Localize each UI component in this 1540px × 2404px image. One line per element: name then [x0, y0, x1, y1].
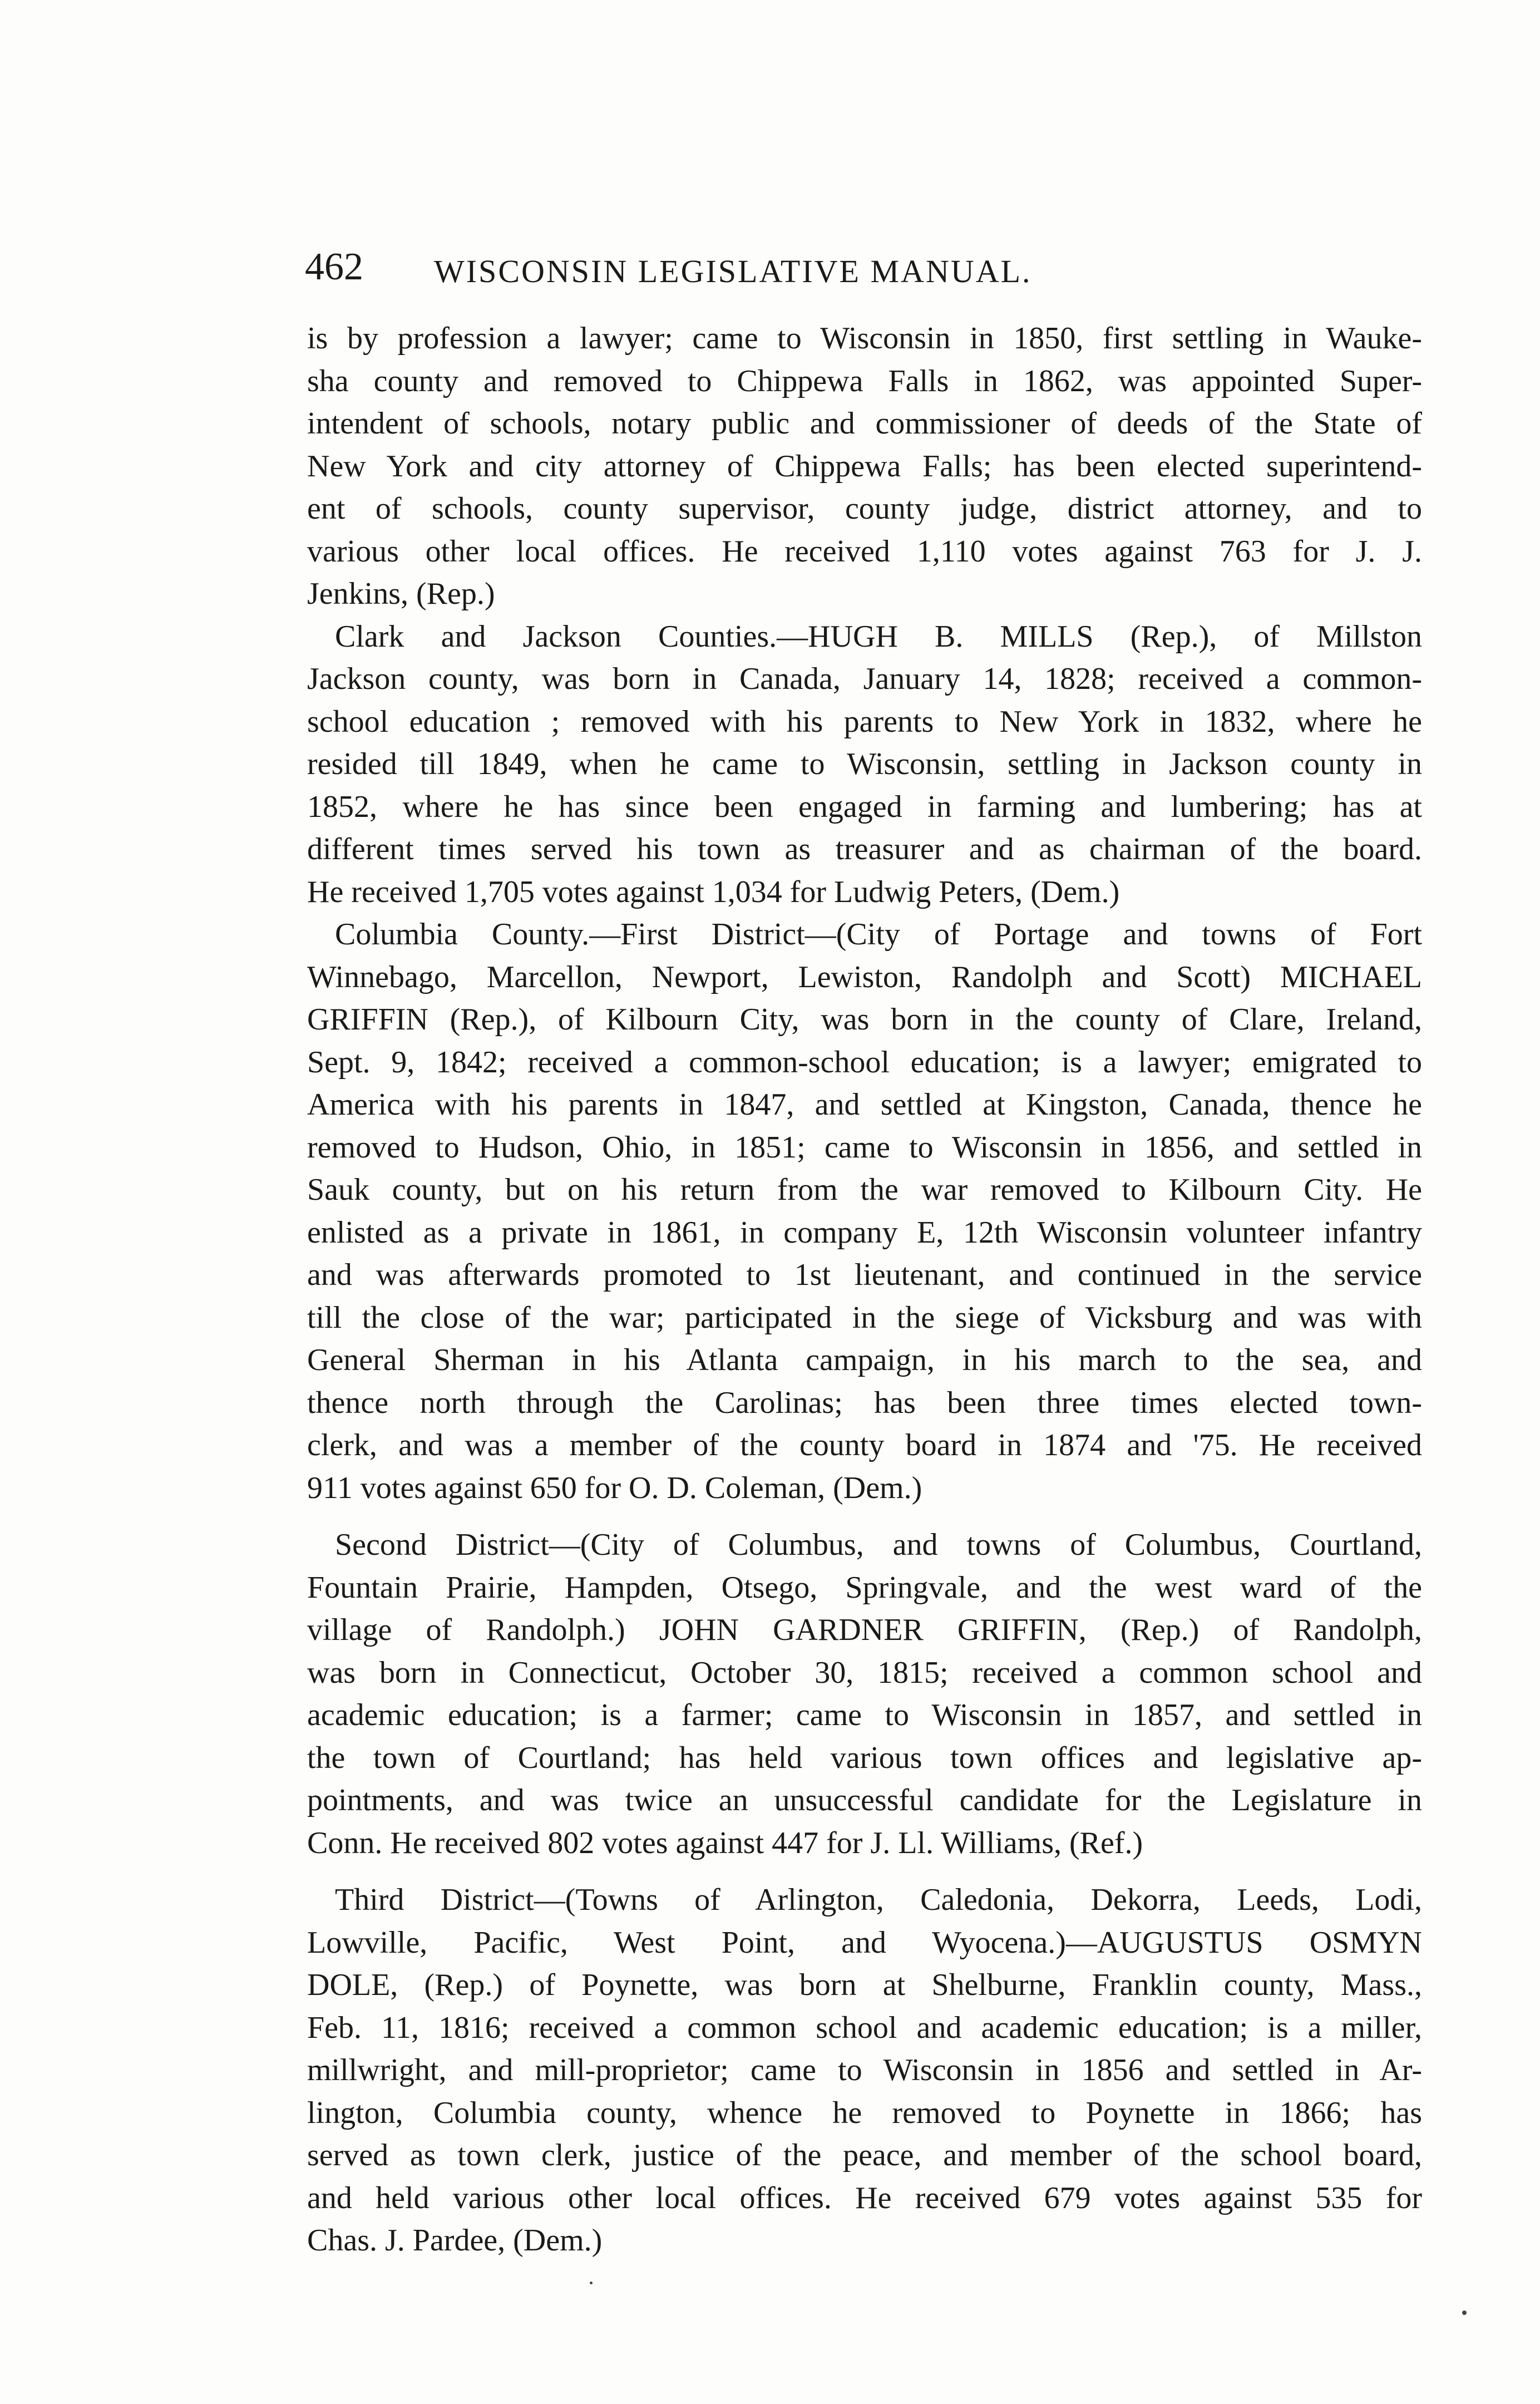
scan-speck: [590, 2282, 593, 2284]
text-line: sha county and removed to Chippewa Falls in 1862, was appointed Super-: [307, 363, 1422, 398]
text-line: millwright, and mill-proprietor; came to Wisconsin in 1856 and settled in Ar-: [307, 2053, 1422, 2087]
text-line: Winnebago, Marcellon, Newport, Lewiston, Randolph and Scott) MICHAEL: [307, 959, 1422, 994]
text-line: lington, Columbia county, whence he removed to Poynette in 1866; has: [307, 2095, 1422, 2130]
text-line: is by profession a lawyer; came to Wisconsin in 1850, first settling in Wauke-: [307, 321, 1422, 356]
entry-heading-clark-jackson: Clark and Jackson Counties.—HUGH B. MILLS (Rep.), of Millston: [335, 619, 1422, 654]
text-line: Lowville, Pacific, West Point, and Wyocena.)—AUGUSTUS OSMYN: [307, 1925, 1422, 1960]
text-line: intendent of schools, notary public and commissioner of deeds of the State of: [307, 406, 1422, 441]
entry-heading-columbia-second: Second District—(City of Columbus, and towns of Columbus, Courtland,: [335, 1528, 1422, 1562]
text-line: village of Randolph.) JOHN GARDNER GRIFFIN, (Rep.) of Randolph,: [307, 1613, 1422, 1647]
text-line: Jackson county, was born in Canada, January 14, 1828; received a common-: [307, 662, 1422, 696]
text-line: resided till 1849, when he came to Wisconsin, settling in Jackson county in: [307, 747, 1422, 781]
text-line: Sauk county, but on his return from the war removed to Kilbourn City. He: [307, 1173, 1422, 1207]
page-header: [305, 239, 1429, 300]
text-line: and held various other local offices. He received 679 votes against 535 for: [307, 2180, 1422, 2215]
text-line: Jenkins, (Rep.): [307, 577, 495, 611]
text-line: Chas. J. Pardee, (Dem.): [307, 2223, 603, 2258]
entry-heading-columbia-first: Columbia County.—First District—(City of Portage and towns of Fort: [335, 917, 1422, 952]
text-line: till the close of the war; participated in the siege of Vicksburg and was with: [307, 1300, 1422, 1335]
text-line: enlisted as a private in 1861, in company E, 12th Wisconsin volunteer infantry: [307, 1215, 1422, 1250]
text-line: America with his parents in 1847, and settled at Kingston, Canada, thence he: [307, 1087, 1422, 1122]
page-number: 462: [305, 245, 363, 288]
text-line: was born in Connecticut, October 30, 1815; received a common school and: [307, 1655, 1422, 1690]
text-line: removed to Hudson, Ohio, in 1851; came to Wisconsin in 1856, and settled in: [307, 1130, 1422, 1165]
text-line: He received 1,705 votes against 1,034 for Ludwig Peters, (Dem.): [307, 874, 1120, 909]
text-line: school education ; removed with his parents to New York in 1832, where he: [307, 704, 1422, 739]
text-line: General Sherman in his Atlanta campaign, in his march to the sea, and: [307, 1343, 1422, 1377]
scan-speck: [1462, 2311, 1467, 2315]
text-line: different times served his town as treasurer and as chairman of the board.: [307, 832, 1422, 866]
entry-heading-columbia-third: Third District—(Towns of Arlington, Caledonia, Dekorra, Leeds, Lodi,: [335, 1883, 1422, 1917]
text-line: 911 votes against 650 for O. D. Coleman, (Dem.): [307, 1470, 922, 1505]
text-line: New York and city attorney of Chippewa Falls; has been elected superintend-: [307, 449, 1422, 484]
running-title: WISCONSIN LEGISLATIVE MANUAL.: [434, 253, 1032, 289]
text-line: thence north through the Carolinas; has been three times elected town-: [307, 1385, 1422, 1420]
text-line: Conn. He received 802 votes against 447 for J. Ll. Williams, (Ref.): [307, 1825, 1143, 1860]
text-line: served as town clerk, justice of the peace, and member of the school board,: [307, 2138, 1422, 2173]
text-line: the town of Courtland; has held various town offices and legislative ap-: [307, 1740, 1422, 1775]
text-line: GRIFFIN (Rep.), of Kilbourn City, was born in the county of Clare, Ireland,: [307, 1002, 1422, 1037]
text-line: DOLE, (Rep.) of Poynette, was born at Shelburne, Franklin county, Mass.,: [307, 1968, 1422, 2002]
body-text: [307, 317, 1422, 2262]
text-line: 1852, where he has since been engaged in farming and lumbering; has at: [307, 789, 1422, 824]
text-line: clerk, and was a member of the county board in 1874 and '75. He received: [307, 1428, 1422, 1462]
text-line: academic education; is a farmer; came to Wisconsin in 1857, and settled in: [307, 1698, 1422, 1732]
text-line: ent of schools, county supervisor, county judge, district attorney, and to: [307, 491, 1422, 526]
text-line: Sept. 9, 1842; received a common-school education; is a lawyer; emigrated to: [307, 1045, 1422, 1080]
text-line: Feb. 11, 1816; received a common school and academic education; is a miller,: [307, 2010, 1422, 2045]
text-line: and was afterwards promoted to 1st lieutenant, and continued in the service: [307, 1258, 1422, 1292]
text-line: various other local offices. He received 1,110 votes against 763 for J. J.: [307, 534, 1422, 569]
text-line: pointments, and was twice an unsuccessful candidate for the Legislature in: [307, 1783, 1422, 1817]
text-line: Fountain Prairie, Hampden, Otsego, Springvale, and the west ward of the: [307, 1570, 1422, 1605]
